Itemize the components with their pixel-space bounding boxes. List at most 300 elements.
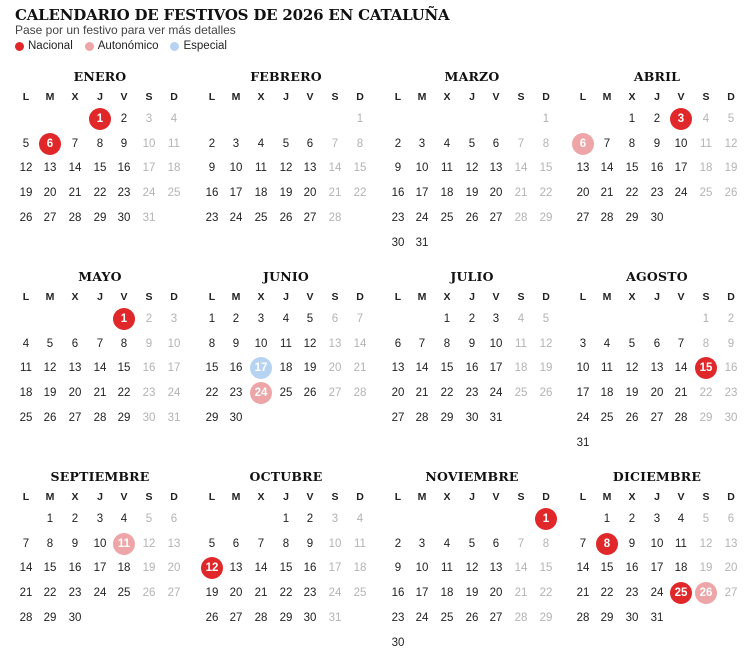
day-cell: 26 bbox=[142, 587, 156, 600]
day-cell: 17 bbox=[650, 562, 664, 575]
day-cell: 26 bbox=[19, 211, 33, 224]
day-cell: 29 bbox=[43, 611, 57, 624]
day-cell: 22 bbox=[93, 187, 107, 200]
day-cell: 2 bbox=[208, 137, 216, 150]
day-cell: 16 bbox=[205, 187, 219, 200]
day-cell: 6 bbox=[71, 337, 79, 350]
day-cell: 2 bbox=[306, 513, 314, 525]
weekday-label: D bbox=[727, 291, 735, 303]
day-cell: 26 bbox=[43, 411, 57, 424]
month-name: MAYO bbox=[78, 269, 122, 284]
day-cell: 27 bbox=[391, 411, 405, 424]
day-cell: 14 bbox=[674, 362, 688, 375]
day-cell: 14 bbox=[68, 162, 82, 175]
especial-dot-icon bbox=[170, 42, 179, 51]
day-cell: 28 bbox=[674, 411, 688, 424]
day-cell: 4 bbox=[356, 513, 364, 525]
day-cell: 4 bbox=[443, 137, 451, 150]
month-name: NOVIEMBRE bbox=[425, 469, 519, 484]
day-cell: 28 bbox=[576, 611, 590, 624]
day-cell: 16 bbox=[724, 362, 738, 375]
weekday-label: L bbox=[394, 491, 402, 503]
day-cell: 9 bbox=[306, 537, 314, 550]
day-cell: 6 bbox=[306, 137, 314, 150]
day-cell: 2 bbox=[71, 513, 79, 525]
day-cell: 7 bbox=[418, 337, 426, 350]
day-cell: 12 bbox=[465, 562, 479, 575]
weekday-label: J bbox=[654, 91, 660, 103]
day-cell: 23 bbox=[650, 187, 664, 200]
day-cell: 12 bbox=[142, 537, 156, 550]
day-cell: 30 bbox=[303, 611, 317, 624]
day-cell: 20 bbox=[328, 362, 342, 375]
day-cell: 20 bbox=[229, 587, 243, 600]
day-cell: 3 bbox=[170, 313, 178, 325]
day-cell: 27 bbox=[167, 587, 181, 600]
day-cell: 4 bbox=[702, 113, 710, 125]
day-cell: 18 bbox=[117, 562, 131, 575]
weekday-label: V bbox=[120, 91, 128, 103]
day-cell: 30 bbox=[68, 611, 82, 624]
day-cell: 1 bbox=[443, 313, 451, 325]
day-cell: 20 bbox=[391, 387, 405, 400]
holiday-day-autonomico[interactable]: 26 bbox=[695, 582, 717, 604]
day-cell: 1 bbox=[356, 113, 364, 125]
weekday-label: V bbox=[492, 491, 500, 503]
day-cell: 18 bbox=[600, 387, 614, 400]
day-cell: 25 bbox=[353, 587, 367, 600]
day-cell: 23 bbox=[625, 587, 639, 600]
day-cell: 5 bbox=[282, 137, 290, 150]
day-cell: 13 bbox=[489, 562, 503, 575]
day-cell: 2 bbox=[394, 537, 402, 550]
day-cell: 10 bbox=[576, 362, 590, 375]
day-cell: 22 bbox=[625, 187, 639, 200]
holiday-day-nacional[interactable]: 6 bbox=[39, 133, 61, 155]
day-cell: 17 bbox=[576, 387, 590, 400]
weekday-label: J bbox=[97, 491, 103, 503]
day-cell: 24 bbox=[229, 211, 243, 224]
weekday-label: S bbox=[702, 91, 710, 103]
day-cell: 19 bbox=[625, 387, 639, 400]
day-cell: 18 bbox=[353, 562, 367, 575]
day-cell: 13 bbox=[43, 162, 57, 175]
day-cell: 31 bbox=[576, 436, 590, 449]
day-cell: 29 bbox=[539, 211, 553, 224]
day-cell: 5 bbox=[22, 137, 30, 150]
holiday-day-nacional[interactable]: 25 bbox=[670, 582, 692, 604]
day-cell: 4 bbox=[677, 513, 685, 525]
day-cell: 1 bbox=[702, 313, 710, 325]
weekday-label: L bbox=[394, 91, 402, 103]
day-cell: 21 bbox=[600, 187, 614, 200]
day-cell: 15 bbox=[205, 362, 219, 375]
weekday-label: X bbox=[71, 291, 79, 303]
weekday-label: V bbox=[120, 291, 128, 303]
day-cell: 13 bbox=[650, 362, 664, 375]
day-cell: 8 bbox=[96, 137, 104, 150]
day-cell: 31 bbox=[650, 611, 664, 624]
day-cell: 22 bbox=[279, 587, 293, 600]
day-cell: 31 bbox=[167, 411, 181, 424]
day-cell: 24 bbox=[650, 587, 664, 600]
day-cell: 11 bbox=[20, 362, 32, 375]
day-cell: 16 bbox=[650, 162, 664, 175]
weekday-label: J bbox=[654, 291, 660, 303]
day-cell: 7 bbox=[517, 137, 525, 150]
day-cell: 14 bbox=[576, 562, 590, 575]
day-cell: 26 bbox=[465, 211, 479, 224]
day-cell: 29 bbox=[205, 411, 219, 424]
day-cell: 27 bbox=[489, 211, 503, 224]
holiday-day-autonomico[interactable]: 24 bbox=[250, 382, 272, 404]
day-cell: 16 bbox=[303, 562, 317, 575]
day-cell: 17 bbox=[167, 362, 181, 375]
day-cell: 20 bbox=[303, 187, 317, 200]
weekday-label: J bbox=[654, 491, 660, 503]
day-cell: 20 bbox=[43, 187, 57, 200]
day-cell: 21 bbox=[415, 387, 429, 400]
day-cell: 12 bbox=[465, 162, 479, 175]
day-cell: 16 bbox=[142, 362, 156, 375]
day-cell: 18 bbox=[279, 362, 293, 375]
day-cell: 28 bbox=[514, 611, 528, 624]
weekday-label: S bbox=[517, 491, 525, 503]
day-cell: 6 bbox=[492, 137, 500, 150]
day-cell: 7 bbox=[71, 137, 79, 150]
day-cell: 23 bbox=[391, 211, 405, 224]
day-cell: 11 bbox=[441, 562, 453, 575]
day-cell: 27 bbox=[489, 611, 503, 624]
weekday-label: J bbox=[469, 91, 475, 103]
weekday-label: X bbox=[628, 491, 636, 503]
month-name: FEBRERO bbox=[250, 69, 322, 84]
day-cell: 23 bbox=[68, 587, 82, 600]
day-cell: 21 bbox=[254, 587, 268, 600]
weekday-label: L bbox=[208, 291, 216, 303]
day-cell: 12 bbox=[539, 337, 553, 350]
nacional-dot-icon bbox=[15, 42, 24, 51]
weekday-label: S bbox=[517, 91, 525, 103]
day-cell: 14 bbox=[328, 162, 342, 175]
day-cell: 17 bbox=[328, 562, 342, 575]
day-cell: 15 bbox=[43, 562, 57, 575]
day-cell: 9 bbox=[468, 337, 476, 350]
day-cell: 29 bbox=[625, 211, 639, 224]
day-cell: 8 bbox=[628, 137, 636, 150]
page-subtitle: Pase por un festivo para ver más detalles bbox=[15, 23, 236, 37]
weekday-label: M bbox=[45, 91, 55, 103]
day-cell: 14 bbox=[514, 562, 528, 575]
day-cell: 22 bbox=[353, 187, 367, 200]
day-cell: 4 bbox=[170, 113, 178, 125]
month-name: JUNIO bbox=[263, 269, 309, 284]
day-cell: 9 bbox=[208, 162, 216, 175]
day-cell: 17 bbox=[415, 587, 429, 600]
weekday-label: J bbox=[97, 291, 103, 303]
day-cell: 19 bbox=[465, 187, 479, 200]
day-cell: 10 bbox=[93, 537, 107, 550]
day-cell: 10 bbox=[328, 537, 342, 550]
weekday-label: L bbox=[394, 291, 402, 303]
day-cell: 18 bbox=[514, 362, 528, 375]
day-cell: 30 bbox=[391, 636, 405, 649]
day-cell: 25 bbox=[254, 211, 268, 224]
day-cell: 25 bbox=[600, 411, 614, 424]
day-cell: 11 bbox=[280, 337, 292, 350]
day-cell: 24 bbox=[576, 411, 590, 424]
day-cell: 10 bbox=[489, 337, 503, 350]
weekday-label: V bbox=[492, 91, 500, 103]
day-cell: 5 bbox=[727, 113, 735, 125]
day-cell: 31 bbox=[415, 236, 429, 249]
day-cell: 1 bbox=[603, 513, 611, 525]
day-cell: 21 bbox=[514, 187, 528, 200]
weekday-label: S bbox=[145, 491, 153, 503]
day-cell: 22 bbox=[117, 387, 131, 400]
weekday-label: X bbox=[257, 291, 265, 303]
day-cell: 19 bbox=[539, 362, 553, 375]
month-name: SEPTIEMBRE bbox=[50, 469, 150, 484]
day-cell: 30 bbox=[465, 411, 479, 424]
day-cell: 31 bbox=[328, 611, 342, 624]
holiday-day-nacional[interactable]: 8 bbox=[596, 533, 618, 555]
month-name: MARZO bbox=[444, 69, 500, 84]
weekday-label: L bbox=[579, 291, 587, 303]
day-cell: 17 bbox=[93, 562, 107, 575]
day-cell: 3 bbox=[331, 513, 339, 525]
day-cell: 4 bbox=[22, 337, 30, 350]
day-cell: 20 bbox=[650, 387, 664, 400]
day-cell: 17 bbox=[142, 162, 156, 175]
day-cell: 14 bbox=[415, 362, 429, 375]
day-cell: 16 bbox=[117, 162, 131, 175]
day-cell: 13 bbox=[391, 362, 405, 375]
day-cell: 16 bbox=[391, 187, 405, 200]
day-cell: 28 bbox=[514, 211, 528, 224]
day-cell: 3 bbox=[232, 137, 240, 150]
weekday-label: V bbox=[677, 91, 685, 103]
weekday-label: X bbox=[257, 91, 265, 103]
day-cell: 7 bbox=[517, 537, 525, 550]
month-name: AGOSTO bbox=[626, 269, 688, 284]
holiday-day-nacional[interactable]: 1 bbox=[89, 108, 111, 130]
weekday-label: L bbox=[579, 91, 587, 103]
day-cell: 24 bbox=[142, 187, 156, 200]
weekday-label: S bbox=[145, 291, 153, 303]
holiday-day-nacional[interactable]: 12 bbox=[201, 557, 223, 579]
day-cell: 4 bbox=[517, 313, 525, 325]
day-cell: 12 bbox=[625, 362, 639, 375]
day-cell: 30 bbox=[650, 211, 664, 224]
day-cell: 25 bbox=[440, 211, 454, 224]
day-cell: 22 bbox=[600, 587, 614, 600]
day-cell: 25 bbox=[117, 587, 131, 600]
day-cell: 23 bbox=[303, 587, 317, 600]
day-cell: 13 bbox=[576, 162, 590, 175]
day-cell: 28 bbox=[254, 611, 268, 624]
day-cell: 24 bbox=[328, 587, 342, 600]
day-cell: 6 bbox=[331, 313, 339, 325]
day-cell: 21 bbox=[576, 587, 590, 600]
weekday-label: D bbox=[170, 91, 178, 103]
weekday-label: J bbox=[283, 491, 289, 503]
day-cell: 19 bbox=[19, 187, 33, 200]
day-cell: 24 bbox=[674, 187, 688, 200]
weekday-label: M bbox=[231, 291, 241, 303]
weekday-label: M bbox=[45, 291, 55, 303]
day-cell: 17 bbox=[229, 187, 243, 200]
day-cell: 19 bbox=[699, 562, 713, 575]
day-cell: 9 bbox=[653, 137, 661, 150]
weekday-label: L bbox=[22, 91, 30, 103]
day-cell: 3 bbox=[579, 337, 587, 350]
day-cell: 26 bbox=[539, 387, 553, 400]
day-cell: 21 bbox=[93, 387, 107, 400]
day-cell: 16 bbox=[465, 362, 479, 375]
day-cell: 5 bbox=[208, 537, 216, 550]
day-cell: 7 bbox=[257, 537, 265, 550]
day-cell: 12 bbox=[724, 137, 738, 150]
day-cell: 11 bbox=[601, 362, 613, 375]
day-cell: 15 bbox=[353, 162, 367, 175]
day-cell: 5 bbox=[628, 337, 636, 350]
holiday-day-especial[interactable]: 17 bbox=[250, 357, 272, 379]
holiday-day-nacional[interactable]: 3 bbox=[670, 108, 692, 130]
day-cell: 29 bbox=[279, 611, 293, 624]
day-cell: 10 bbox=[254, 337, 268, 350]
weekday-label: X bbox=[71, 491, 79, 503]
day-cell: 13 bbox=[68, 362, 82, 375]
day-cell: 25 bbox=[440, 611, 454, 624]
weekday-label: V bbox=[677, 491, 685, 503]
weekday-label: D bbox=[170, 491, 178, 503]
day-cell: 27 bbox=[303, 211, 317, 224]
day-cell: 7 bbox=[356, 313, 364, 325]
day-cell: 18 bbox=[674, 562, 688, 575]
weekday-label: V bbox=[306, 91, 314, 103]
holiday-day-autonomico[interactable]: 11 bbox=[113, 533, 135, 555]
day-cell: 17 bbox=[489, 362, 503, 375]
day-cell: 22 bbox=[43, 587, 57, 600]
weekday-label: D bbox=[356, 291, 364, 303]
weekday-label: V bbox=[306, 291, 314, 303]
day-cell: 20 bbox=[167, 562, 181, 575]
day-cell: 13 bbox=[328, 337, 342, 350]
day-cell: 24 bbox=[167, 387, 181, 400]
day-cell: 30 bbox=[625, 611, 639, 624]
day-cell: 8 bbox=[46, 537, 54, 550]
day-cell: 18 bbox=[699, 162, 713, 175]
weekday-label: X bbox=[443, 291, 451, 303]
day-cell: 9 bbox=[628, 537, 636, 550]
day-cell: 29 bbox=[600, 611, 614, 624]
weekday-label: L bbox=[22, 291, 30, 303]
weekday-label: S bbox=[331, 91, 339, 103]
page-title: CALENDARIO DE FESTIVOS DE 2026 EN CATALUÑA bbox=[15, 6, 450, 24]
day-cell: 4 bbox=[257, 137, 265, 150]
day-cell: 15 bbox=[117, 362, 131, 375]
day-cell: 28 bbox=[353, 387, 367, 400]
day-cell: 26 bbox=[724, 187, 738, 200]
day-cell: 16 bbox=[625, 562, 639, 575]
holiday-day-nacional[interactable]: 1 bbox=[113, 308, 135, 330]
day-cell: 31 bbox=[489, 411, 503, 424]
day-cell: 6 bbox=[653, 337, 661, 350]
day-cell: 3 bbox=[653, 513, 661, 525]
day-cell: 2 bbox=[232, 313, 240, 325]
day-cell: 2 bbox=[653, 113, 661, 125]
day-cell: 8 bbox=[702, 337, 710, 350]
day-cell: 3 bbox=[492, 313, 500, 325]
day-cell: 5 bbox=[542, 313, 550, 325]
day-cell: 10 bbox=[415, 162, 429, 175]
holiday-day-nacional[interactable]: 15 bbox=[695, 357, 717, 379]
day-cell: 16 bbox=[68, 562, 82, 575]
day-cell: 23 bbox=[142, 387, 156, 400]
day-cell: 20 bbox=[489, 187, 503, 200]
day-cell: 13 bbox=[229, 562, 243, 575]
day-cell: 7 bbox=[603, 137, 611, 150]
weekday-label: D bbox=[727, 491, 735, 503]
day-cell: 13 bbox=[303, 162, 317, 175]
day-cell: 28 bbox=[328, 211, 342, 224]
day-cell: 2 bbox=[120, 113, 128, 125]
holiday-day-autonomico[interactable]: 6 bbox=[572, 133, 594, 155]
legend-label-autonomico: Autonómico bbox=[97, 40, 159, 52]
day-cell: 6 bbox=[170, 513, 178, 525]
day-cell: 6 bbox=[727, 513, 735, 525]
day-cell: 27 bbox=[650, 411, 664, 424]
day-cell: 22 bbox=[539, 587, 553, 600]
day-cell: 13 bbox=[167, 537, 181, 550]
weekday-label: D bbox=[356, 91, 364, 103]
weekday-label: M bbox=[602, 491, 612, 503]
day-cell: 29 bbox=[539, 611, 553, 624]
day-cell: 21 bbox=[328, 187, 342, 200]
day-cell: 15 bbox=[539, 562, 553, 575]
day-cell: 25 bbox=[167, 187, 181, 200]
weekday-label: L bbox=[579, 491, 587, 503]
day-cell: 14 bbox=[600, 162, 614, 175]
weekday-label: V bbox=[120, 491, 128, 503]
weekday-label: J bbox=[469, 491, 475, 503]
day-cell: 20 bbox=[576, 187, 590, 200]
day-cell: 18 bbox=[254, 187, 268, 200]
weekday-label: X bbox=[443, 491, 451, 503]
day-cell: 2 bbox=[628, 513, 636, 525]
weekday-label: V bbox=[306, 491, 314, 503]
day-cell: 28 bbox=[68, 211, 82, 224]
day-cell: 27 bbox=[68, 411, 82, 424]
day-cell: 23 bbox=[465, 387, 479, 400]
day-cell: 3 bbox=[96, 513, 104, 525]
holiday-day-nacional[interactable]: 1 bbox=[535, 508, 557, 530]
day-cell: 2 bbox=[394, 137, 402, 150]
day-cell: 29 bbox=[93, 211, 107, 224]
day-cell: 23 bbox=[391, 611, 405, 624]
day-cell: 5 bbox=[468, 137, 476, 150]
weekday-label: M bbox=[231, 91, 241, 103]
day-cell: 18 bbox=[19, 387, 33, 400]
day-cell: 19 bbox=[142, 562, 156, 575]
weekday-label: V bbox=[492, 291, 500, 303]
weekday-label: S bbox=[517, 291, 525, 303]
day-cell: 3 bbox=[145, 113, 153, 125]
day-cell: 26 bbox=[303, 387, 317, 400]
month-name: DICIEMBRE bbox=[612, 469, 702, 484]
day-cell: 22 bbox=[539, 187, 553, 200]
